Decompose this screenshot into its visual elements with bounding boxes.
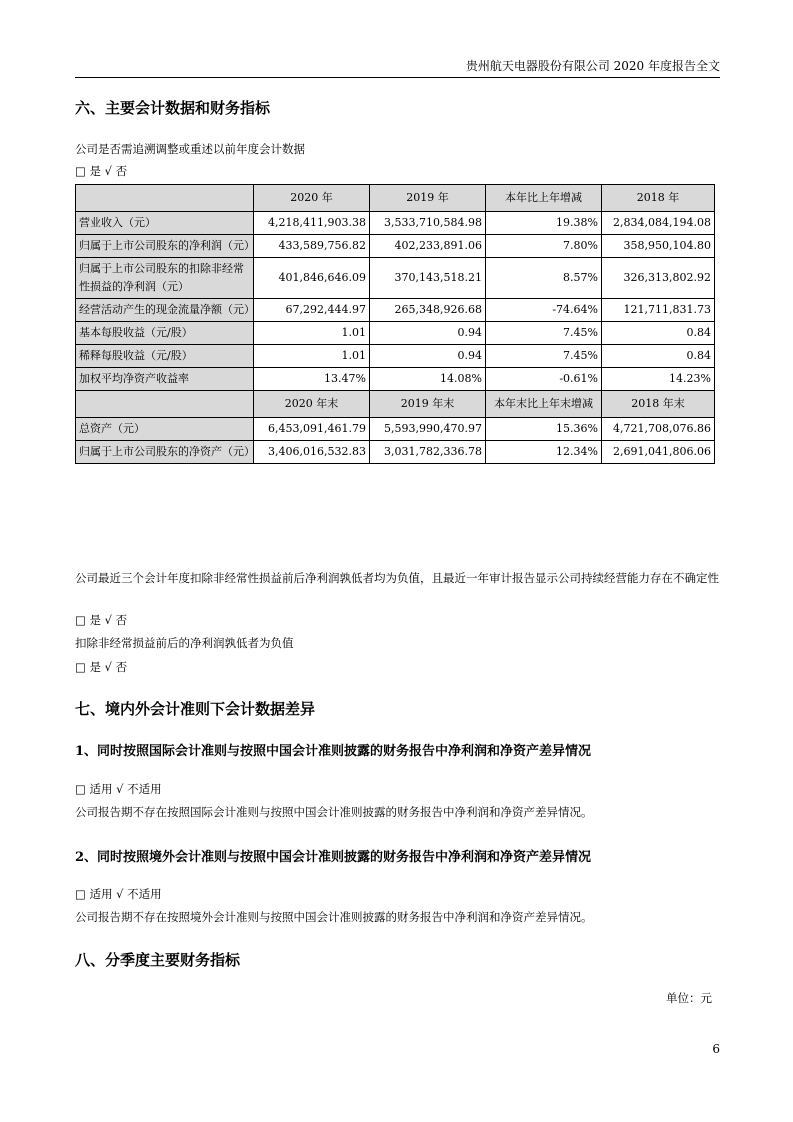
cell-value: -74.64% [486,299,602,322]
cell-value: 1.01 [254,345,370,368]
cell-value: 14.08% [370,368,486,391]
cell-value: 12.34% [486,441,602,464]
table-row [76,418,715,441]
table-row [76,258,715,299]
cell-value: 15.36% [486,418,602,441]
row-label: 基本每股收益（元/股） [76,322,254,345]
cell-value: 370,143,518.21 [370,258,486,299]
section7-sub1-text: 公司报告期不存在按照国际会计准则与按照中国会计准则披露的财务报告中净利润和净资产差异情况。 [75,805,593,819]
cell-value: 265,348,926.68 [370,299,486,322]
cell-value: 121,711,831.73 [602,299,715,322]
section7-title: 七、境内外会计准则下会计数据差异 [75,700,316,718]
table-row [76,368,715,391]
section6-title: 六、主要会计数据和财务指标 [75,99,271,117]
column-header: 2019 年 [370,185,486,212]
table-row [76,441,715,464]
cell-value: 3,406,016,532.83 [254,441,370,464]
row-label: 总资产（元） [76,418,254,441]
table-row [76,212,715,235]
cell-value: 19.38% [486,212,602,235]
cell-value: 0.84 [602,322,715,345]
row-label: 归属于上市公司股东的净资产（元） [76,441,254,464]
cell-value: -0.61% [486,368,602,391]
cell-value: 6,453,091,461.79 [254,418,370,441]
cell-value: 402,233,891.06 [370,235,486,258]
row-label: 归属于上市公司股东的扣除非经常性损益的净利润（元） [76,258,254,299]
table-row [76,345,715,368]
section6-answer: □ 是 √ 否 [75,164,128,178]
cell-value: 1.01 [254,322,370,345]
page-header: 贵州航天电器股份有限公司 2020 年度报告全文 [75,57,720,78]
page-number: 6 [712,1042,720,1056]
cell-value: 8.57% [486,258,602,299]
section7-sub1-title: 1、同时按照国际会计准则与按照中国会计准则披露的财务报告中净利润和净资产差异情况 [75,744,592,759]
cell-value: 13.47% [254,368,370,391]
column-header: 2020 年 [254,185,370,212]
section7-sub2-title: 2、同时按照境外会计准则与按照中国会计准则披露的财务报告中净利润和净资产差异情况 [75,850,592,865]
note-going-concern-answer: □ 是 √ 否 [75,613,128,627]
cell-value: 0.94 [370,322,486,345]
unit-label: 单位：元 [666,991,712,1005]
cell-value: 326,313,802.92 [602,258,715,299]
cell-value: 4,218,411,903.38 [254,212,370,235]
section7-sub1-answer: □ 适用 √ 不适用 [75,782,162,796]
cell-value: 5,593,990,470.97 [370,418,486,441]
cell-value: 3,533,710,584.98 [370,212,486,235]
section8-title: 八、分季度主要财务指标 [75,951,241,969]
column-header [76,185,254,212]
column-header: 本年比上年增减 [486,185,602,212]
note-net-profit: 扣除非经常损益前后的净利润孰低者为负值 [75,636,294,650]
row-label: 稀释每股收益（元/股） [76,345,254,368]
column-header: 2018 年末 [602,391,715,418]
section7-sub2-answer: □ 适用 √ 不适用 [75,887,162,901]
column-header: 2020 年末 [254,391,370,418]
cell-value: 401,846,646.09 [254,258,370,299]
cell-value: 14.23% [602,368,715,391]
column-header: 本年末比上年末增减 [486,391,602,418]
cell-value: 433,589,756.82 [254,235,370,258]
cell-value: 7.45% [486,345,602,368]
row-label: 加权平均净资产收益率 [76,368,254,391]
cell-value: 0.84 [602,345,715,368]
cell-value: 4,721,708,076.86 [602,418,715,441]
cell-value: 2,691,041,806.06 [602,441,715,464]
note-going-concern: 公司最近三个会计年度扣除非经常性损益前后净利润孰低者均为负值，且最近一年审计报告显示公司持续经营能力存在不确定性 [75,571,719,585]
section7-sub2-text: 公司报告期不存在按照境外会计准则与按照中国会计准则披露的财务报告中净利润和净资产差异情况。 [75,910,593,924]
financial-data-table [75,184,715,464]
table-header-row [76,391,715,418]
cell-value: 67,292,444.97 [254,299,370,322]
table-header-row [76,185,715,212]
cell-value: 7.45% [486,322,602,345]
note-net-profit-answer: □ 是 √ 否 [75,660,128,674]
row-label: 经营活动产生的现金流量净额（元） [76,299,254,322]
column-header: 2018 年 [602,185,715,212]
row-label: 营业收入（元） [76,212,254,235]
cell-value: 358,950,104.80 [602,235,715,258]
table-row [76,299,715,322]
table-row [76,235,715,258]
section6-question: 公司是否需追溯调整或重述以前年度会计数据 [75,142,305,156]
column-header [76,391,254,418]
row-label: 归属于上市公司股东的净利润（元） [76,235,254,258]
column-header: 2019 年末 [370,391,486,418]
cell-value: 3,031,782,336.78 [370,441,486,464]
cell-value: 0.94 [370,345,486,368]
cell-value: 2,834,084,194.08 [602,212,715,235]
table-row [76,322,715,345]
cell-value: 7.80% [486,235,602,258]
